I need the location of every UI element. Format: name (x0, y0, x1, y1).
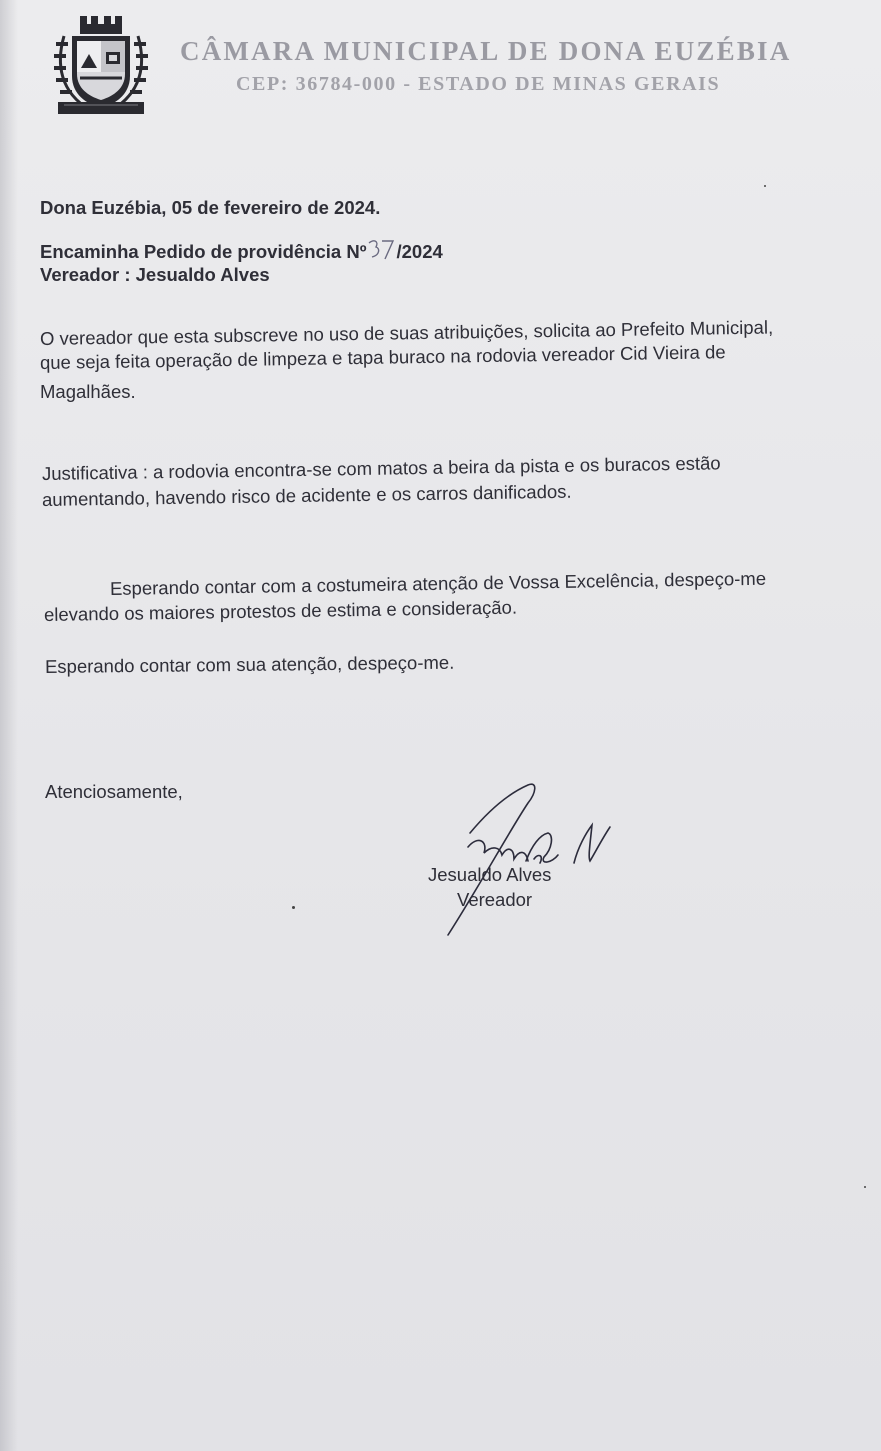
handwritten-signature (440, 775, 620, 940)
justification-line: aumentando, havendo risco de acidente e os carros danificados. (41, 480, 572, 510)
municipal-crest-icon (50, 14, 152, 120)
page-shadow (0, 0, 18, 1451)
salutation: Atenciosamente, (45, 781, 183, 802)
request-prefix: Encaminha Pedido de providência Nº (40, 241, 367, 262)
body-line: Magalhães. (40, 381, 136, 402)
signatory-role: Vereador (457, 889, 533, 910)
councilor-line: Vereador : Jesualdo Alves (40, 264, 270, 285)
body-line: que seja feita operação de limpeza e tapa buraco na rodovia vereador Cid Vieira de (39, 341, 726, 373)
signatory-name: Jesualdo Alves (428, 864, 552, 885)
closing-short: Esperando contar com sua atenção, despeço-me. (44, 651, 455, 677)
date-line: Dona Euzébia, 05 de fevereiro de 2024. (40, 197, 381, 218)
handwritten-request-number (366, 237, 396, 259)
page-speck (864, 1186, 866, 1188)
handwritten-number-icon (366, 237, 396, 261)
closing-line: elevando os maiores protestos de estima e consideração. (43, 596, 518, 625)
page-speck (764, 185, 766, 187)
closing-line: Esperando contar com a costumeira atenção de Vossa Excelência, despeço-me (109, 567, 767, 599)
page-speck (292, 906, 295, 909)
request-suffix: /2024 (396, 241, 443, 262)
justification-line: Justificativa : a rodovia encontra-se com matos a beira da pista e os buracos estão (41, 452, 721, 484)
institution-address: CEP: 36784-000 - ESTADO DE MINAS GERAIS (236, 73, 721, 95)
request-line (40, 237, 443, 263)
institution-title: CÂMARA MUNICIPAL DE DONA EUZÉBIA (180, 36, 792, 66)
body-line: O vereador que esta subscreve no uso de suas atribuições, solicita ao Prefeito Municipal, (39, 316, 774, 349)
